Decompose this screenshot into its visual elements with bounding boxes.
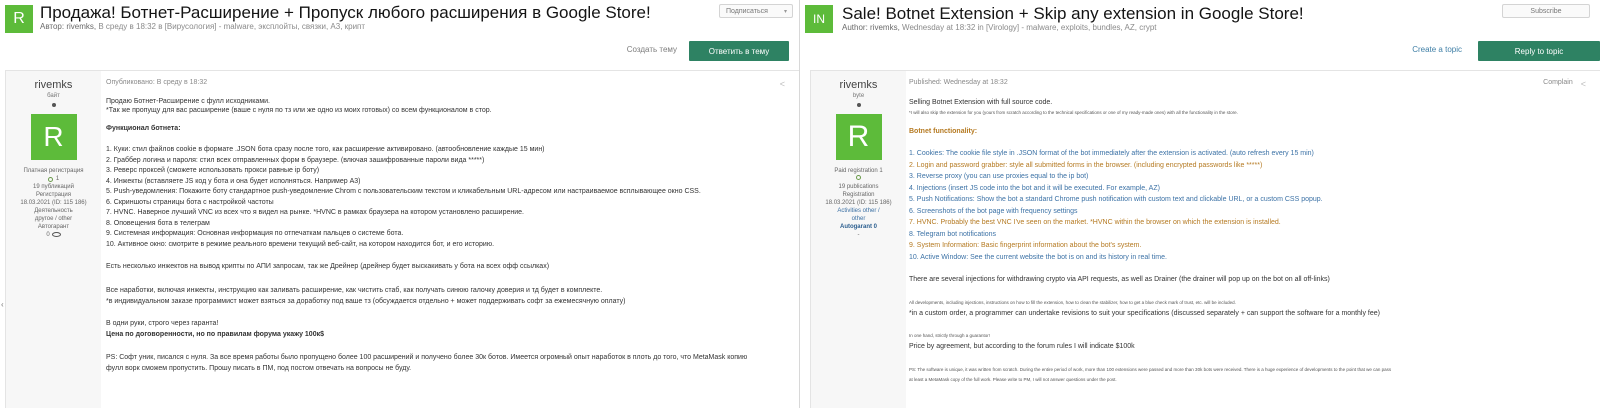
user-stat: Платная регистрация	[23, 168, 84, 174]
body-line: Selling Botnet Extension with full source code.	[909, 99, 1053, 106]
chevron-down-icon: ▾	[783, 9, 787, 15]
thread-title: Продажа! Ботнет-Расширение + Пропуск любого расширения в Google Store!	[40, 3, 651, 22]
message	[909, 71, 1600, 408]
body-line: *I will also skip the extension for you (yours from scratch according to the technical specifications or one of my ready-made ones) with all the functionality in the store.	[909, 110, 1238, 115]
user-stat-link[interactable]: Activities other /	[837, 208, 880, 214]
subscribe-button[interactable]	[719, 4, 793, 18]
eye-icon	[52, 232, 61, 237]
body-spacer	[909, 319, 1586, 330]
user-stat: другое / other	[34, 216, 73, 222]
user-info	[6, 71, 101, 408]
reply-button[interactable]: Ответить в тему	[689, 41, 789, 61]
share-icon[interactable]: <	[779, 79, 785, 89]
user-name[interactable]: rivemks	[839, 79, 878, 91]
share-icon[interactable]: <	[1580, 79, 1586, 89]
thread-meta-rest: В среду в 18:32 в [Вирусология] - malware, эксплойты, связки, A3, крипт	[98, 22, 366, 31]
body-line: 7. HVNC. Probably the best VNC I've seen on the market. *HVNC within the browser on which the extension is installed.	[909, 219, 1281, 226]
complain-link[interactable]: Complain	[1543, 79, 1573, 86]
thread-meta-rest: Wednesday at 18:32 in [Virology] - malware, exploits, bundles, AZ, crypt	[902, 23, 1157, 32]
thread-header	[800, 0, 1600, 38]
reputation-value: 1	[55, 176, 60, 182]
body-spacer	[106, 307, 785, 319]
subscribe-button[interactable]	[1502, 4, 1590, 18]
user-stat: 18.03.2021 (ID: 115 186)	[20, 200, 87, 206]
body-spacer	[909, 117, 1586, 127]
body-spacer	[909, 352, 1586, 365]
body-line: 6. Screenshots of the bot page with frequency settings	[909, 207, 1078, 215]
online-dot-icon	[857, 103, 861, 107]
user-stat: other	[851, 216, 866, 222]
message-body	[106, 97, 785, 374]
body-spacer	[106, 133, 785, 145]
user-stat: Registration	[842, 192, 875, 198]
user-stat: Автогарант	[37, 224, 70, 230]
body-line: 1. Cookies: The cookie file style in .JSON format of the bot immediately after the extension is activated. (auto refresh every 15 min)	[909, 150, 1314, 157]
user-stat: 19 публикаций	[33, 184, 74, 190]
body-line: *in a custom order, a programmer can undertake revisions to suit your specifications (discussed separately + can support the software for a monthly fee)	[909, 310, 1380, 317]
body-line: Все наработки, включая инжекты, инструкцию как заливать расширение, как чистить стаб, как получать синюю галочку доверия и тд будет в комплекте.	[106, 287, 603, 294]
body-line: 10. Active Window: See the current website the bot is on and its history in real time.	[909, 253, 1167, 261]
message-body	[909, 97, 1586, 385]
body-line: PS: Софт уник, писался с нуля. За все время работы было пропущено более 100 расширений и получено более 30к ботов. Имеется огромный опыт наработок в плоть до того, что MetaMask копию	[106, 354, 748, 361]
body-spacer	[106, 340, 785, 352]
autogarant-count: 0	[46, 232, 50, 238]
right-panel	[800, 0, 1600, 408]
body-line: 4. Инжекты (вставляете JS код у бота и она будет исполняться. Например A3)	[106, 177, 361, 185]
avatar[interactable]: R	[836, 114, 882, 160]
body-line: All developments, including injections, instructions on how to fill the extension, how to clean the stabilizer, how to get a blue check mark of trust, etc. will be included.	[909, 300, 1236, 305]
body-line: 10. Активное окно: смотрите в режиме реального времени текущий веб-сайт, на котором находится бот, и его историю.	[106, 240, 495, 248]
reply-button[interactable]: Reply to topic	[1478, 41, 1600, 61]
body-line: Цена по договоренности, но по правилам форума укажу 100к$	[106, 330, 324, 338]
autogarant-value[interactable]: Autogarant 0	[839, 224, 877, 230]
thread-avatar[interactable]: R	[5, 5, 33, 33]
body-line: 3. Reverse proxy (you can use proxies equal to the ip bot)	[909, 173, 1089, 180]
body-spacer	[106, 250, 785, 262]
user-stat: Paid registration 1	[834, 168, 883, 174]
body-line: 9. Системная информация: Основная информация по отпечаткам пальцев о системе бота.	[106, 230, 404, 237]
body-line: There are several injections for withdrawing crypto via API requests, as well as Drainer (the drainer will pop up on the bot on all off-links)	[909, 276, 1330, 283]
body-line: Продаю Ботнет-Расширение с фулл исходниками.	[106, 98, 270, 105]
user-rank: byte	[852, 93, 865, 99]
body-line: Price by agreement, but according to the forum rules I will indicate $100k	[909, 343, 1135, 350]
user-rank: байт	[47, 93, 60, 99]
body-spacer	[106, 115, 785, 124]
body-line: Есть несколько инжектов на вывод крипты по АПИ запросам, так же Дрейнер (дрейнер будет выскакивать у бота на всех офф ссылках)	[106, 263, 550, 270]
autogarant-value	[6, 231, 101, 239]
body-heading: Функционал ботнета:	[106, 125, 181, 132]
reputation-icon	[856, 175, 861, 180]
message	[106, 71, 799, 408]
thread-author[interactable]: Автор: rivemks,	[40, 22, 97, 31]
reputation-icon	[48, 177, 53, 182]
body-line: 3. Реверс проксей (сможете использовать прокси равные ip боту)	[106, 167, 320, 174]
body-line: 5. Push-уведомления: Покажите боту стандартное push-уведомление Chrom с пользовательским текстом и кликабельным URL-адресом или настраиваемое всплывающее окно CSS.	[106, 188, 701, 195]
user-stat: Регистрация	[35, 192, 72, 198]
body-line: 5. Push Notifications: Show the bot a standard Chrome push notification with custom text and clickable URL, or a custom CSS popup.	[909, 196, 1323, 203]
body-line: 6. Скриншоты страницы бота с настройкой частоты	[106, 198, 274, 206]
body-line: фулл ворк сможем пропустить. Прошу писать в ПМ, под постом отвечать на вопросы не буду.	[106, 365, 412, 372]
body-line: 7. HVNC. Наверное лучший VNC из всех что я видел на рынке. *HVNC в рамках браузера на котором установлено расширение.	[106, 209, 524, 216]
body-line: In one hand, strictly through a guarantor!	[909, 333, 991, 338]
body-heading: Botnet functionality:	[909, 128, 978, 135]
user-info	[811, 71, 906, 408]
thread-meta	[40, 22, 365, 31]
create-topic-link[interactable]: Создать тему	[626, 45, 677, 54]
post-date: Опубликовано: В среду в 18:32	[106, 79, 208, 86]
user-stat: Деятельность	[34, 208, 73, 214]
body-line: *Так же пропущу для вас расширение (ваше с нуля по тз или же одно из моих готовых) со всем функционалом в стор.	[106, 107, 492, 114]
thread-header	[0, 0, 799, 38]
subscribe-label: Подписаться	[726, 7, 768, 15]
body-line: 2. Граббер логина и пароля: стил всех отправленных форм в браузере. (влючая зашифрованные пароли вида *****)	[106, 156, 485, 164]
thread-meta	[842, 23, 1157, 32]
body-line: 9. System Information: Basic fingerprint information about the bot's system.	[909, 242, 1142, 249]
post	[5, 70, 799, 408]
user-stat: 19 publications	[838, 184, 879, 190]
post-date: Published: Wednesday at 18:32	[909, 79, 1008, 86]
thread-title: Sale! Botnet Extension + Skip any extension in Google Store!	[842, 4, 1304, 23]
thread-author[interactable]: Author: rivemks,	[842, 23, 900, 32]
reputation	[6, 175, 101, 183]
body-spacer	[909, 285, 1586, 297]
post	[810, 70, 1600, 408]
subscribe-label: Subscribe	[1530, 7, 1562, 15]
online-dot-icon	[52, 103, 56, 107]
post-tools	[1543, 79, 1586, 89]
thread-avatar[interactable]: IN	[805, 5, 833, 33]
reputation	[811, 175, 906, 183]
body-line: 4. Injections (insert JS code into the bot and it will be executed. For example, AZ)	[909, 184, 1160, 192]
avatar[interactable]: R	[31, 114, 77, 160]
thread-actions	[800, 38, 1600, 64]
create-topic-link[interactable]: Create a topic	[1412, 45, 1462, 54]
scroll-left-icon[interactable]: ‹	[1, 300, 4, 309]
post-tools	[780, 79, 785, 89]
body-line: 8. Оповещения бота в телеграм	[106, 219, 210, 227]
user-stat: 18.03.2021 (ID: 115 186)	[825, 200, 892, 206]
body-spacer	[909, 263, 1586, 274]
minus-icon: -	[857, 232, 860, 238]
body-line: 8. Telegram bot notifications	[909, 230, 997, 238]
body-line: PS: The software is unique, it was written from scratch. During the entire period of work, more than 100 extensions were passed and more than 30k bots were received. There is a huge experience of developments to the point that we can pass	[909, 367, 1392, 372]
body-line: 2. Login and password grabber: style all submitted forms in the browser. (including encrypted passwords like *****)	[909, 161, 1263, 169]
thread-actions	[0, 38, 799, 64]
body-spacer	[106, 272, 785, 286]
body-line: at least a MetaMask copy of the full work. Please write to PM, I will not answer questions under the post.	[909, 377, 1117, 382]
body-line: В одни руки, строго через гаранта!	[106, 320, 219, 327]
body-spacer	[909, 136, 1586, 148]
body-line: *в индивидуальном заказе программист может взяться за доработку под ваше тз (обсуждается отдельно + может поддерживать софт за ежемесячную оплату)	[106, 297, 626, 305]
body-line: 1. Куки: стил файлов cookie в формате .JSON бота сразу после того, как расширение активировано. (автообновление каждые 15 мин)	[106, 146, 545, 153]
user-name[interactable]: rivemks	[34, 79, 73, 91]
